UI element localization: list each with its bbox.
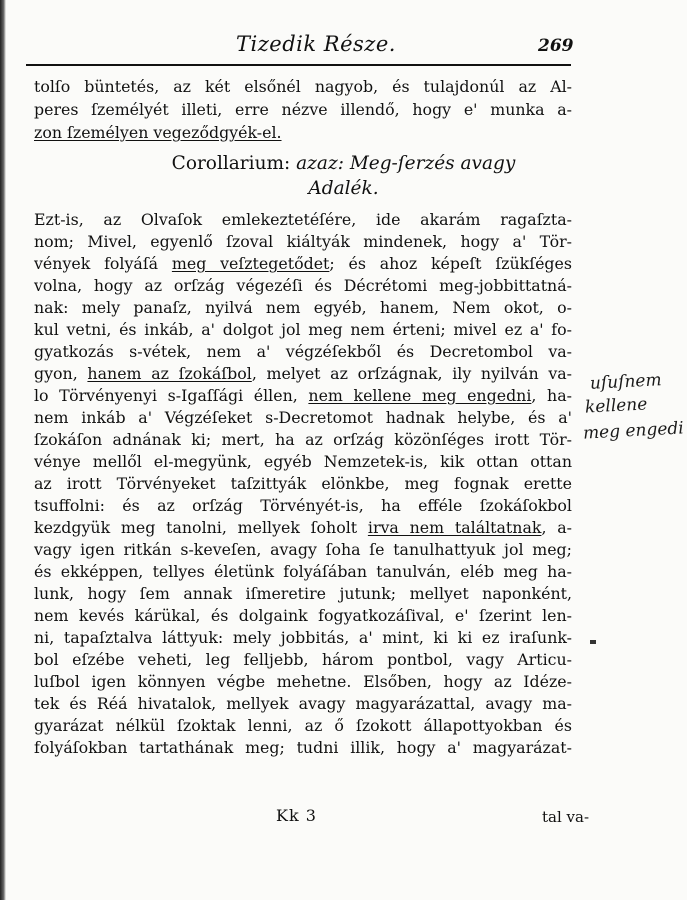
body-line: nak: mely panaſz, nyilvá nem egyéb, hanem, Nem okot, o- xyxy=(34,298,572,317)
heading-rest: azaz: Meg-ſerzés avagy xyxy=(296,153,516,174)
underlined-phrase: hanem az ſzokáſbol xyxy=(87,364,252,383)
body-line: gyatkozás s-vétek, nem a' végzéſekből és Decretombol va- xyxy=(34,342,572,361)
handwritten-margin-note-1: uſuſnem xyxy=(589,370,663,394)
text-line-2: peres ſzemélyét illeti, erre nézve illendő, hogy e' munka a- xyxy=(34,100,572,119)
body-line: vagy igen ritkán s-keveſen, avagy ſoha ſe tanulhattyuk jol meg; xyxy=(34,540,572,559)
body-line: Ezt-is, az Olvaſok emlekeztetéſére, ide akarám ragaſzta- xyxy=(34,210,572,229)
body-line: folyáſokban tartathának meg; tudni illik, hogy a' magyarázat- xyxy=(34,738,572,757)
body-line: ni, tapaſztalva láttyuk: mely jobbitás, a' mint, ki ki ez iraſunk- xyxy=(34,628,572,647)
text-line-1: tolſo büntetés, az két elsőnél nagyob, és tulajdonúl az Al- xyxy=(34,77,572,96)
underlined-phrase: meg veſztegetődet xyxy=(171,254,330,273)
page-number: 269 xyxy=(538,36,574,56)
text-line-3 xyxy=(34,122,572,144)
body-line xyxy=(34,363,572,385)
body-line-part: , melyet az orſzágnak, ily nyilván va- xyxy=(251,364,573,383)
body-line: tek és Réá hivatalok, mellyek avagy magyarázattal, avagy ma- xyxy=(34,694,572,713)
body-line xyxy=(34,253,572,275)
body-line: az irott Törvényeket taſzittyák elönkbe, meg fognak erette xyxy=(34,474,572,493)
body-line-part: gyon, xyxy=(34,364,88,383)
body-line-part: lo Törvényenyi s-Igaſſági éllen, xyxy=(34,386,309,405)
page-gutter-shadow xyxy=(0,0,6,900)
body-line xyxy=(34,385,572,407)
body-line: tsuffolni: és az orſzág Törvényét-is, ha efféle ſzokáſokbol xyxy=(34,496,572,515)
body-line: nem inkáb a' Végzéſeket s-Decretomot hadnak helybe, és a' xyxy=(34,408,572,427)
heading-line-2: Adalék. xyxy=(308,178,379,199)
body-line: vénye mellől el-megyünk, egyéb Nemzetek-is, kik ottan ottan xyxy=(34,452,572,471)
running-title: Tizedik Része. xyxy=(236,32,396,56)
body-line xyxy=(34,517,572,539)
body-line: gyarázat nélkül ſzoktak lenni, az ő ſzokott állapottyokban és xyxy=(34,716,572,735)
body-line: luſbol igen könnyen végbe mehetne. Elsőben, hogy az Idéze- xyxy=(34,672,572,691)
body-line: lunk, hogy ſem annak iſmeretire jutunk; mellyet naponként, xyxy=(34,584,572,603)
body-line-part: ; és ahoz képeſt ſzükſéges xyxy=(329,254,572,273)
body-line: és ekképpen, tellyes életünk folyáſában tanulván, eléb meg ha- xyxy=(34,562,572,581)
section-heading xyxy=(0,152,687,176)
body-line: bol eſzébe veheti, leg felljebb, három pontbol, vagy Articu- xyxy=(34,650,572,669)
ink-blot xyxy=(590,640,596,644)
underlined-phrase-intro: zon ſzemélyen vegeződgyék-el. xyxy=(34,123,282,142)
body-line-part: , ha- xyxy=(531,386,572,405)
underlined-phrase: nem kellene meg engedni xyxy=(308,386,532,405)
catchword: tal va- xyxy=(542,808,590,826)
body-line: ſzokáſon adnának ki; mert, ha az orſzág közönſéges irott Tör- xyxy=(34,430,572,449)
body-line-part: kezdgyük meg tanolni, mellyek ſoholt xyxy=(34,518,368,537)
body-line: nem kevés kárükal, és dolgaink fogyatkozáſival, e' ſzerint len- xyxy=(34,606,572,625)
body-line-part: vények folyáſá xyxy=(34,254,172,273)
body-line-part: , a- xyxy=(541,518,572,537)
header-rule xyxy=(26,64,571,66)
body-line: nom; Mivel, egyenlő ſzoval kiáltyák mindenek, hogy a' Tör- xyxy=(34,232,572,251)
heading-corollarium: Corollarium: xyxy=(171,153,291,174)
underlined-phrase: irva nem találtatnak xyxy=(367,518,542,537)
signature-mark: Kk 3 xyxy=(276,806,317,825)
handwritten-margin-note-2: kellene xyxy=(584,394,648,418)
body-line: kul vetni, és inkáb, a' dolgot jol meg nem érteni; mivel ez a' fo- xyxy=(34,320,572,339)
body-line: volna, hogy az orſzág végezéſi és Décrétomi meg-jobbittatná- xyxy=(34,276,572,295)
handwritten-margin-note-3: meg engedi xyxy=(582,418,685,444)
page-header xyxy=(0,28,687,68)
